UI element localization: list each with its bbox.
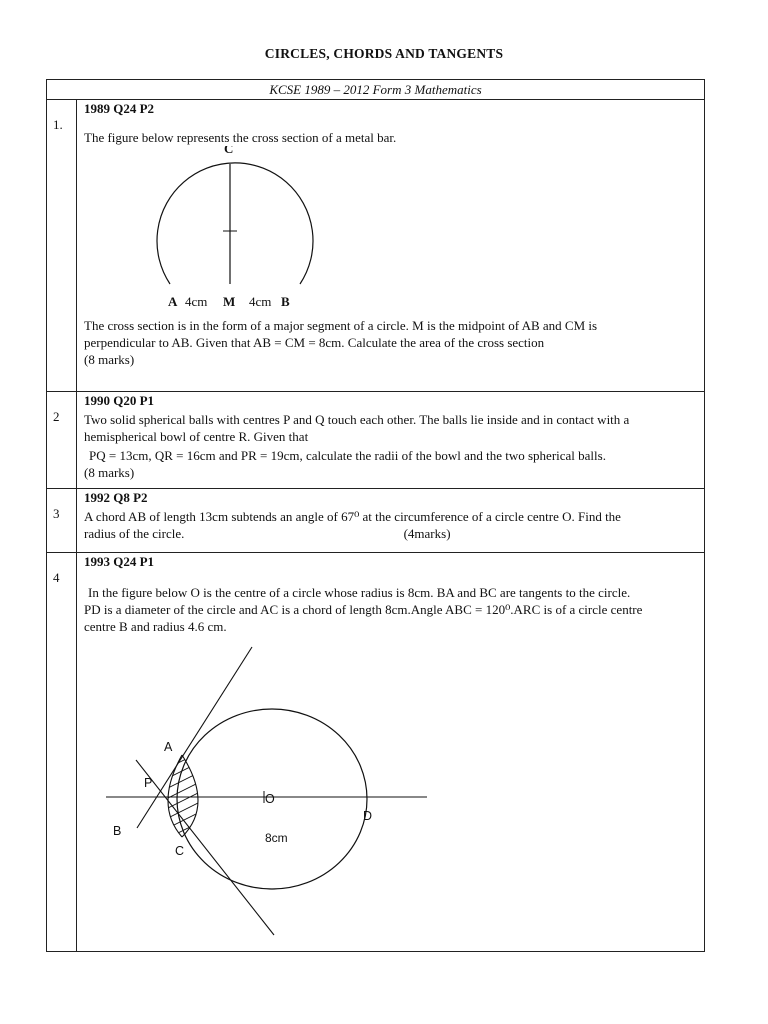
question-body-line: The cross section is in the form of a major segment of a circle. M is the midpoint of AB and CM is bbox=[84, 318, 598, 333]
table-subtitle: KCSE 1989 – 2012 Form 3 Mathematics bbox=[47, 80, 705, 100]
label-b: B bbox=[281, 294, 290, 309]
question-number-cell bbox=[47, 100, 77, 392]
question-body-line: perpendicular to AB. Given that AB = CM = 8cm. Calculate the area of the cross section bbox=[84, 335, 545, 350]
arc-arc bbox=[182, 755, 198, 837]
label-a: A bbox=[164, 740, 173, 754]
label-radius: 8cm bbox=[265, 831, 288, 845]
question-text-line: hemispherical bowl of centre R. Given that bbox=[84, 429, 309, 444]
label-mb-distance: 4cm bbox=[249, 294, 272, 309]
question-marks: (8 marks) bbox=[84, 352, 135, 367]
question-content bbox=[77, 100, 705, 392]
question-marks: (8 marks) bbox=[84, 465, 135, 480]
label-a: A bbox=[168, 294, 178, 309]
question-number-cell bbox=[47, 392, 77, 489]
tangents-figure bbox=[84, 635, 698, 951]
question-number: 1. bbox=[53, 117, 63, 132]
question-text-line: In the figure below O is the centre of a circle whose radius is 8cm. BA and BC are tangents to the circle. bbox=[88, 585, 631, 600]
question-text-line-with-marks bbox=[84, 525, 698, 542]
question-row-2 bbox=[47, 392, 705, 489]
question-text-line: radius of the circle. bbox=[84, 526, 185, 541]
questions-table bbox=[46, 79, 705, 952]
label-p: P bbox=[144, 776, 153, 790]
question-number-cell bbox=[47, 553, 77, 952]
major-arc bbox=[157, 163, 313, 284]
question-number: 3 bbox=[53, 506, 60, 521]
question-row-4 bbox=[47, 553, 705, 952]
question-marks: (4marks) bbox=[403, 526, 451, 541]
question-content bbox=[77, 553, 705, 952]
label-c: C bbox=[175, 844, 185, 858]
tangent-line-ba bbox=[137, 647, 252, 828]
page-title: CIRCLES, CHORDS AND TANGENTS bbox=[264, 46, 504, 61]
question-row-1 bbox=[47, 100, 705, 392]
question-content bbox=[77, 392, 705, 489]
question-heading: 1989 Q24 P2 bbox=[84, 101, 155, 116]
tangents-diagram bbox=[84, 635, 704, 951]
question-text-line: centre B and radius 4.6 cm. bbox=[84, 619, 227, 634]
question-text-line: Two solid spherical balls with centres P and Q touch each other. The balls lie inside and in contact with a bbox=[84, 412, 630, 427]
question-number: 4 bbox=[53, 570, 60, 585]
question-heading: 1992 Q8 P2 bbox=[84, 490, 148, 505]
label-c: C bbox=[224, 146, 234, 156]
question-row-3 bbox=[47, 489, 705, 553]
question-number-cell bbox=[47, 489, 77, 553]
label-m: M bbox=[223, 294, 236, 309]
question-text-line: A chord AB of length 13cm subtends an angle of 67⁰ at the circumference of a circle centre O. Find the bbox=[84, 509, 621, 524]
question-heading: 1993 Q24 P1 bbox=[84, 554, 155, 569]
question-content bbox=[77, 489, 705, 553]
label-b: B bbox=[113, 824, 122, 838]
question-text-line: PD is a diameter of the circle and AC is a chord of length 8cm.Angle ABC = 120⁰.ARC is of a circle centre bbox=[84, 602, 643, 617]
question-number: 2 bbox=[53, 409, 60, 424]
major-segment-diagram bbox=[84, 146, 704, 317]
question-text-line: PQ = 13cm, QR = 16cm and PR = 19cm, calculate the radii of the bowl and the two spherical balls. bbox=[89, 448, 606, 463]
table-subtitle-row bbox=[47, 80, 705, 100]
question-intro: The figure below represents the cross section of a metal bar. bbox=[84, 130, 397, 145]
metal-bar-figure bbox=[84, 146, 698, 317]
label-d: D bbox=[363, 809, 373, 823]
tangent-line-bc bbox=[136, 760, 274, 935]
label-o: O bbox=[265, 792, 275, 806]
question-heading: 1990 Q20 P1 bbox=[84, 393, 155, 408]
label-am-distance: 4cm bbox=[185, 294, 208, 309]
